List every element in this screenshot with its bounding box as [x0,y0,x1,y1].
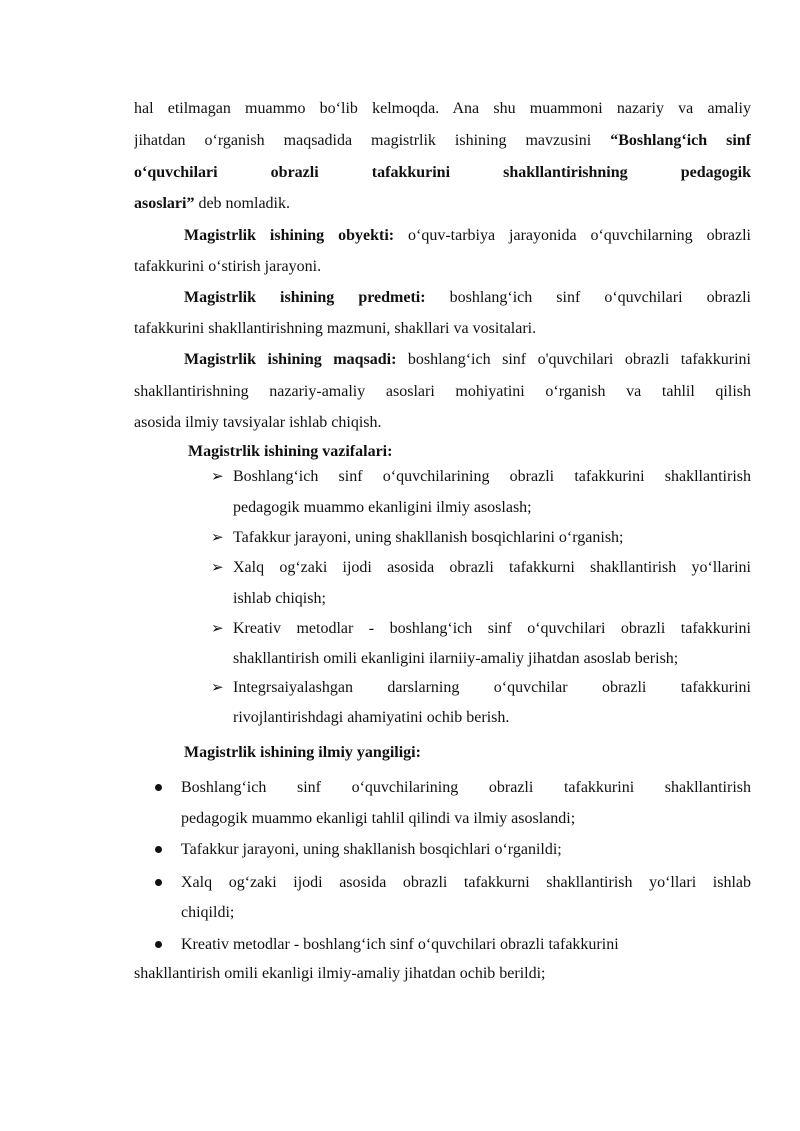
goal-line-1 [184,349,751,371]
task-5-line-1: Integrsaiyalashgan darslarning o‘quvchilar obrazli tafakkurini [233,679,751,696]
novelty-tail: shakllantirish omili ekanligi ilmiy-amaliy jihatdan ochib berildi; [134,965,546,982]
task-4-line-1: Kreativ metodlar - boshlang‘ich sinf o‘quvchilari obrazli tafakkurini [233,620,751,637]
task-5-line-2: rivojlantirishdagi ahamiyatini ochib berish. [233,709,510,726]
novelty-1-line-1: Boshlang‘ich sinf o‘quvchilarining obrazli tafakkurini shakllantirish [181,779,751,796]
object-line-1 [184,225,751,247]
task-2-line-1: Tafakkur jarayoni, uning shakllanish bosqichlarini o‘rganish; [233,529,624,546]
arrow-bullet-icon: ➢ [211,560,224,576]
arrow-bullet-icon: ➢ [211,680,224,696]
bullet-dot-icon [155,941,162,948]
object-line-2: tafakkurini o‘stirish jarayoni. [134,258,322,275]
task-3-line-1: Xalq og‘zaki ijodi asosida obrazli tafakkurni shakllantirish yo‘llarini [233,559,751,576]
intro-line-4 [134,193,751,215]
task-4-line-2: shakllantirish omili ekanligini ilarniiy-amaliy jihatdan asoslab berish; [233,650,679,667]
intro-line-1: hal etilmagan muammo bo‘lib kelmoqda. Ana shu muammoni nazariy va amaliy [134,100,751,117]
intro-line-2 [134,130,751,152]
arrow-bullet-icon: ➢ [211,621,224,637]
novelty-heading-text: Magistrlik ishining ilmiy yangiligi: [184,744,421,761]
goal-text: boshlang‘ich sinf o'quvchilari obrazli tafakkurini [396,351,751,368]
tasks-heading [188,441,800,463]
task-3-line-2: ishlab chiqish; [233,590,326,607]
novelty-4-line-1: Kreativ metodlar - boshlang‘ich sinf o‘quvchilari obrazli tafakkurini [181,936,619,953]
thesis-title-part-2: o‘quvchilari obrazli tafakkurini shakllantirishning pedagogik [134,164,751,181]
novelty-heading [184,742,800,764]
task-1-line-1: Boshlang‘ich sinf o‘quvchilarining obrazli tafakkurini shakllantirish [233,468,751,485]
bullet-dot-icon [155,879,162,886]
subject-label: Magistrlik ishining predmeti: [184,289,426,306]
intro-line-3 [134,162,751,184]
novelty-1-line-2: pedagogik muammo ekanligi tahlil qilindi va ilmiy asoslandi; [181,810,576,827]
novelty-3-line-1: Xalq og‘zaki ijodi asosida obrazli tafakkurni shakllantirish yo‘llari ishlab [181,874,751,891]
thesis-title-part-3: asoslari” [134,195,195,212]
subject-line-2: tafakkurini shakllantirishning mazmuni, shakllari va vositalari. [134,320,537,337]
arrow-bullet-icon: ➢ [211,530,224,546]
goal-line-3: asosida ilmiy tavsiyalar ishlab chiqish. [134,414,382,431]
bullet-dot-icon [155,846,162,853]
object-label: Magistrlik ishining obyekti: [184,227,395,244]
arrow-bullet-icon: ➢ [211,469,224,485]
thesis-title-part-1: “Boshlang‘ich sinf [610,132,751,149]
novelty-3-line-2: chiqildi; [181,904,235,921]
object-text: o‘quv-tarbiya jarayonida o‘quvchilarning obrazli [394,227,751,244]
subject-text: boshlang‘ich sinf o‘quvchilari obrazli [425,289,751,306]
intro-line-2-text: jihatdan o‘rganish maqsadida magistrlik ishining mavzusini [134,132,592,149]
subject-line-1 [184,287,751,309]
novelty-2-line-1: Tafakkur jarayoni, uning shakllanish bosqichlari o‘rganildi; [181,841,562,858]
bullet-dot-icon [155,784,162,791]
goal-line-2: shakllantirishning nazariy-amaliy asoslari mohiyatini o‘rganish va tahlil qilish [134,383,751,400]
tasks-heading-text: Magistrlik ishining vazifalari: [188,443,393,460]
intro-line-4-text: deb nomladik. [194,195,290,212]
goal-label: Magistrlik ishining maqsadi: [184,351,397,368]
task-1-line-2: pedagogik muammo ekanligini ilmiy asoslash; [233,499,532,516]
